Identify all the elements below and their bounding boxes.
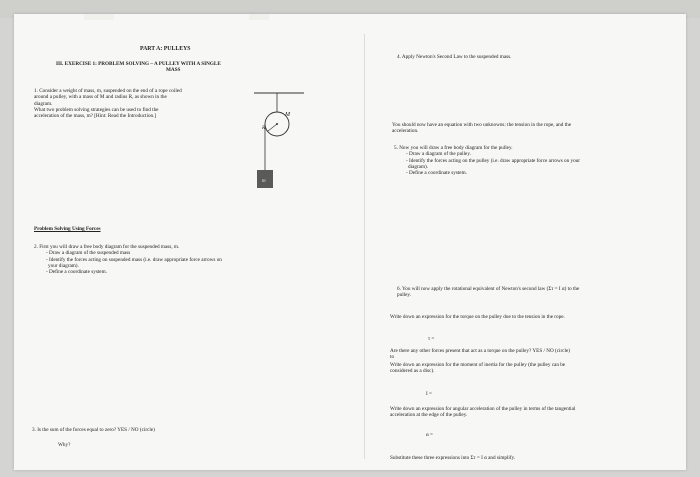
other-forces-question: Are there any other forces present that act as a torque on the pulley? YES / NO (circle) to [390, 348, 570, 361]
pulley-mass-label: M [285, 112, 290, 118]
alpha-var: α = [426, 432, 433, 438]
page-divider [364, 34, 365, 459]
radius-label: R [262, 126, 266, 131]
question-4-note: You should now have an equation with two unknowns: the tension in the rope, and the acceleration. [392, 122, 571, 135]
exercise-heading: III. EXERCISE 1: PROBLEM SOLVING – A PULLEY WITH A SINGLE MASS [56, 61, 221, 74]
tape-mark [84, 14, 114, 20]
angular-prompt: Write down an expression for angular acceleration of the pulley in terms of the tangential acceleration at the edge of the pulley. [390, 406, 576, 419]
question-4: 4. Apply Newton's Second Law to the suspended mass. [397, 54, 512, 60]
question-6: 6. You will now apply the rotational equivalent of Newton's second law (Στ = I α) to the pulley. [397, 286, 580, 299]
question-3: 3. Is the sum of the forces equal to zero? YES / NO (circle) [32, 427, 155, 433]
question-3-why: Why? [58, 442, 71, 448]
question-5: 5. Now you will draw a free body diagram for the pulley. - Draw a diagram of the pulley. - Identify the forces acting on the pulley (i.e. draw appropriate force arrows on your diagram). - Define a coordinate system. [394, 145, 581, 177]
question-1: 1. Consider a weight of mass, m, suspended on the end of a rope coiled around a pulley, with a mass of M and radius R, as shown in the diagram. What two problem solving strategies can be used to find the acceleration of the mass, m? [Hint: Read the Introduction.] [34, 88, 182, 120]
part-title: PART A: PULLEYS [140, 46, 191, 52]
torque-prompt: Write down an expression for the torque on the pulley due to the tension in the rope. [390, 314, 565, 320]
inertia-var: I = [426, 391, 432, 397]
substitute-instruction: Substitute these three expressions into Στ = I α and simplify. [390, 455, 516, 461]
worksheet-page [14, 14, 686, 470]
section-heading: Problem Solving Using Forces [34, 226, 101, 232]
inertia-prompt: Write down an expression for the moment of inertia for the pulley (the pulley can be considered as a disc). [390, 362, 566, 375]
tape-mark [249, 14, 269, 20]
question-2: 2. First you will draw a free body diagram for the suspended mass, m. - Draw a diagram of the suspended mass - Identify the forces acting on suspended mass (i.e. draw appropriate force arrows on your diagram). - Define a coordinate system. [34, 244, 222, 276]
pulley-diagram [254, 90, 304, 200]
torque-var: τ = [428, 336, 435, 342]
pulley-axle [276, 123, 278, 125]
hanging-mass-label: m [262, 179, 266, 184]
